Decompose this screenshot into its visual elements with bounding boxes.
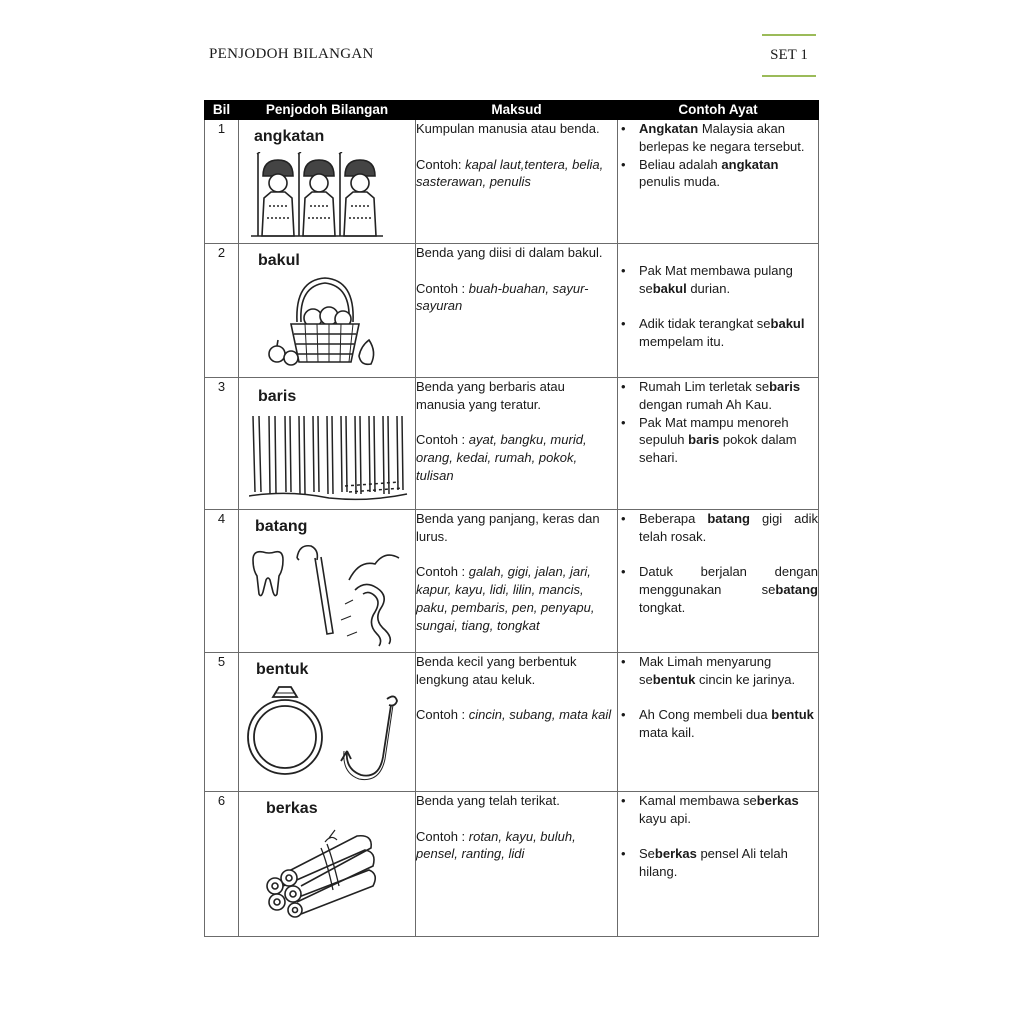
column-header-maksud: Maksud	[416, 101, 618, 120]
maksud-text: Benda kecil yang berbentuk lengkung atau keluk.	[416, 654, 577, 687]
table-row	[205, 653, 819, 792]
maksud-text: Benda yang panjang, keras dan lurus.	[416, 511, 600, 544]
contoh-items: cincin, subang, mata kail	[468, 707, 612, 723]
table-row	[205, 792, 819, 937]
maksud-cell	[416, 120, 618, 244]
example-sentence: • Angkatan Malaysia akan berlepas ke negara tersebut.	[618, 120, 818, 156]
example-sentence: • Mak Limah menyarung sebentuk cincin ke jarinya.	[618, 653, 818, 689]
table-row	[205, 510, 819, 653]
penjodoh-cell	[239, 378, 416, 510]
penjodoh-word: bakul	[258, 252, 300, 269]
column-header-penjodoh: Penjodoh Bilangan	[239, 101, 416, 120]
example-sentence: • Pak Mat mampu menoreh sepuluh baris pokok dalam sehari.	[618, 414, 818, 467]
example-sentence: • Beberapa batang gigi adik telah rosak.	[618, 510, 818, 546]
example-sentence: • Datuk berjalan dengan menggunakan sebatang tongkat.	[618, 563, 818, 616]
example-sentence: • Seberkas pensel Ali telah hilang.	[618, 845, 818, 881]
contoh-line	[416, 828, 617, 864]
contoh-ayat-cell	[618, 244, 819, 378]
maksud-cell	[416, 653, 618, 792]
table-row	[205, 378, 819, 510]
example-sentence: • Kamal membawa seberkas kayu api.	[618, 792, 818, 828]
contoh-line	[416, 706, 617, 724]
row-number: 3	[205, 378, 239, 510]
contoh-ayat-cell	[618, 378, 819, 510]
row-number: 2	[205, 244, 239, 378]
penjodoh-word: bentuk	[256, 661, 309, 678]
maksud-text: Benda yang diisi di dalam bakul.	[416, 245, 603, 260]
penjodoh-word: berkas	[266, 800, 318, 817]
maksud-cell	[416, 510, 618, 653]
contoh-label: Contoh :	[416, 707, 469, 723]
penjodoh-word: baris	[258, 388, 297, 405]
example-sentence: • Adik tidak terangkat sebakul mempelam itu.	[618, 315, 818, 351]
penjodoh-bilangan-table	[204, 100, 819, 937]
contoh-items: rotan, kayu, buluh, pensel, ranting, lidi	[416, 828, 576, 862]
penjodoh-cell	[239, 120, 416, 244]
penjodoh-cell	[239, 244, 416, 378]
penjodoh-cell	[239, 653, 416, 792]
example-sentence: • Pak Mat membawa pulang sebakul durian.	[618, 262, 818, 298]
column-header-contoh-ayat: Contoh Ayat	[618, 101, 819, 120]
contoh-label: Contoh :	[416, 564, 469, 580]
tree-row-icon	[249, 412, 409, 504]
contoh-ayat-cell	[618, 120, 819, 244]
penjodoh-word: angkatan	[254, 128, 325, 145]
column-header-bil: Bil	[205, 101, 239, 120]
maksud-text: Benda yang berbaris atau manusia yang teratur.	[416, 379, 565, 412]
basket-icon	[261, 274, 389, 370]
row-number: 4	[205, 510, 239, 653]
table-row	[205, 244, 819, 378]
contoh-label: Contoh :	[416, 432, 469, 448]
contoh-ayat-cell	[618, 510, 819, 653]
table-row	[205, 120, 819, 244]
maksud-cell	[416, 792, 618, 937]
contoh-items: ayat, bangku, murid, orang, kedai, rumah, pokok, tulisan	[416, 432, 587, 483]
set-label: SET 1	[762, 34, 816, 77]
contoh-line	[416, 563, 617, 634]
penjodoh-cell	[239, 510, 416, 653]
ring-hook-icon	[247, 683, 413, 787]
contoh-line	[416, 156, 617, 192]
example-sentence: • Beliau adalah angkatan penulis muda.	[618, 156, 818, 192]
contoh-label: Contoh:	[416, 156, 466, 172]
table-header-row	[205, 101, 819, 120]
contoh-items: buah-buahan, sayur-sayuran	[416, 280, 589, 314]
example-sentence: • Ah Cong membeli dua bentuk mata kail.	[618, 706, 818, 742]
maksud-cell	[416, 244, 618, 378]
maksud-text: Benda yang telah terikat.	[416, 793, 560, 808]
contoh-items: kapal laut,tentera, belia, sasterawan, penulis	[416, 156, 604, 190]
contoh-ayat-cell	[618, 792, 819, 937]
row-number: 1	[205, 120, 239, 244]
penjodoh-cell	[239, 792, 416, 937]
example-sentence: • Rumah Lim terletak sebaris dengan rumah Ah Kau.	[618, 378, 818, 414]
maksud-text: Kumpulan manusia atau benda.	[416, 121, 600, 136]
penjodoh-word: batang	[255, 518, 308, 535]
contoh-line	[416, 280, 617, 316]
row-number: 6	[205, 792, 239, 937]
maksud-cell	[416, 378, 618, 510]
tooth-cane-river-icon	[249, 540, 411, 648]
contoh-items: galah, gigi, jalan, jari, kapur, kayu, lidi, lilin, mancis, paku, pembaris, pen, penyapu, sungai, tiang, tongkat	[416, 564, 595, 633]
contoh-line	[416, 431, 617, 484]
contoh-ayat-cell	[618, 653, 819, 792]
contoh-label: Contoh :	[416, 828, 469, 844]
wood-bundle-icon	[261, 828, 381, 918]
soldiers-icon	[249, 152, 385, 240]
document-title: PENJODOH BILANGAN	[209, 46, 374, 62]
row-number: 5	[205, 653, 239, 792]
contoh-label: Contoh :	[416, 280, 469, 296]
